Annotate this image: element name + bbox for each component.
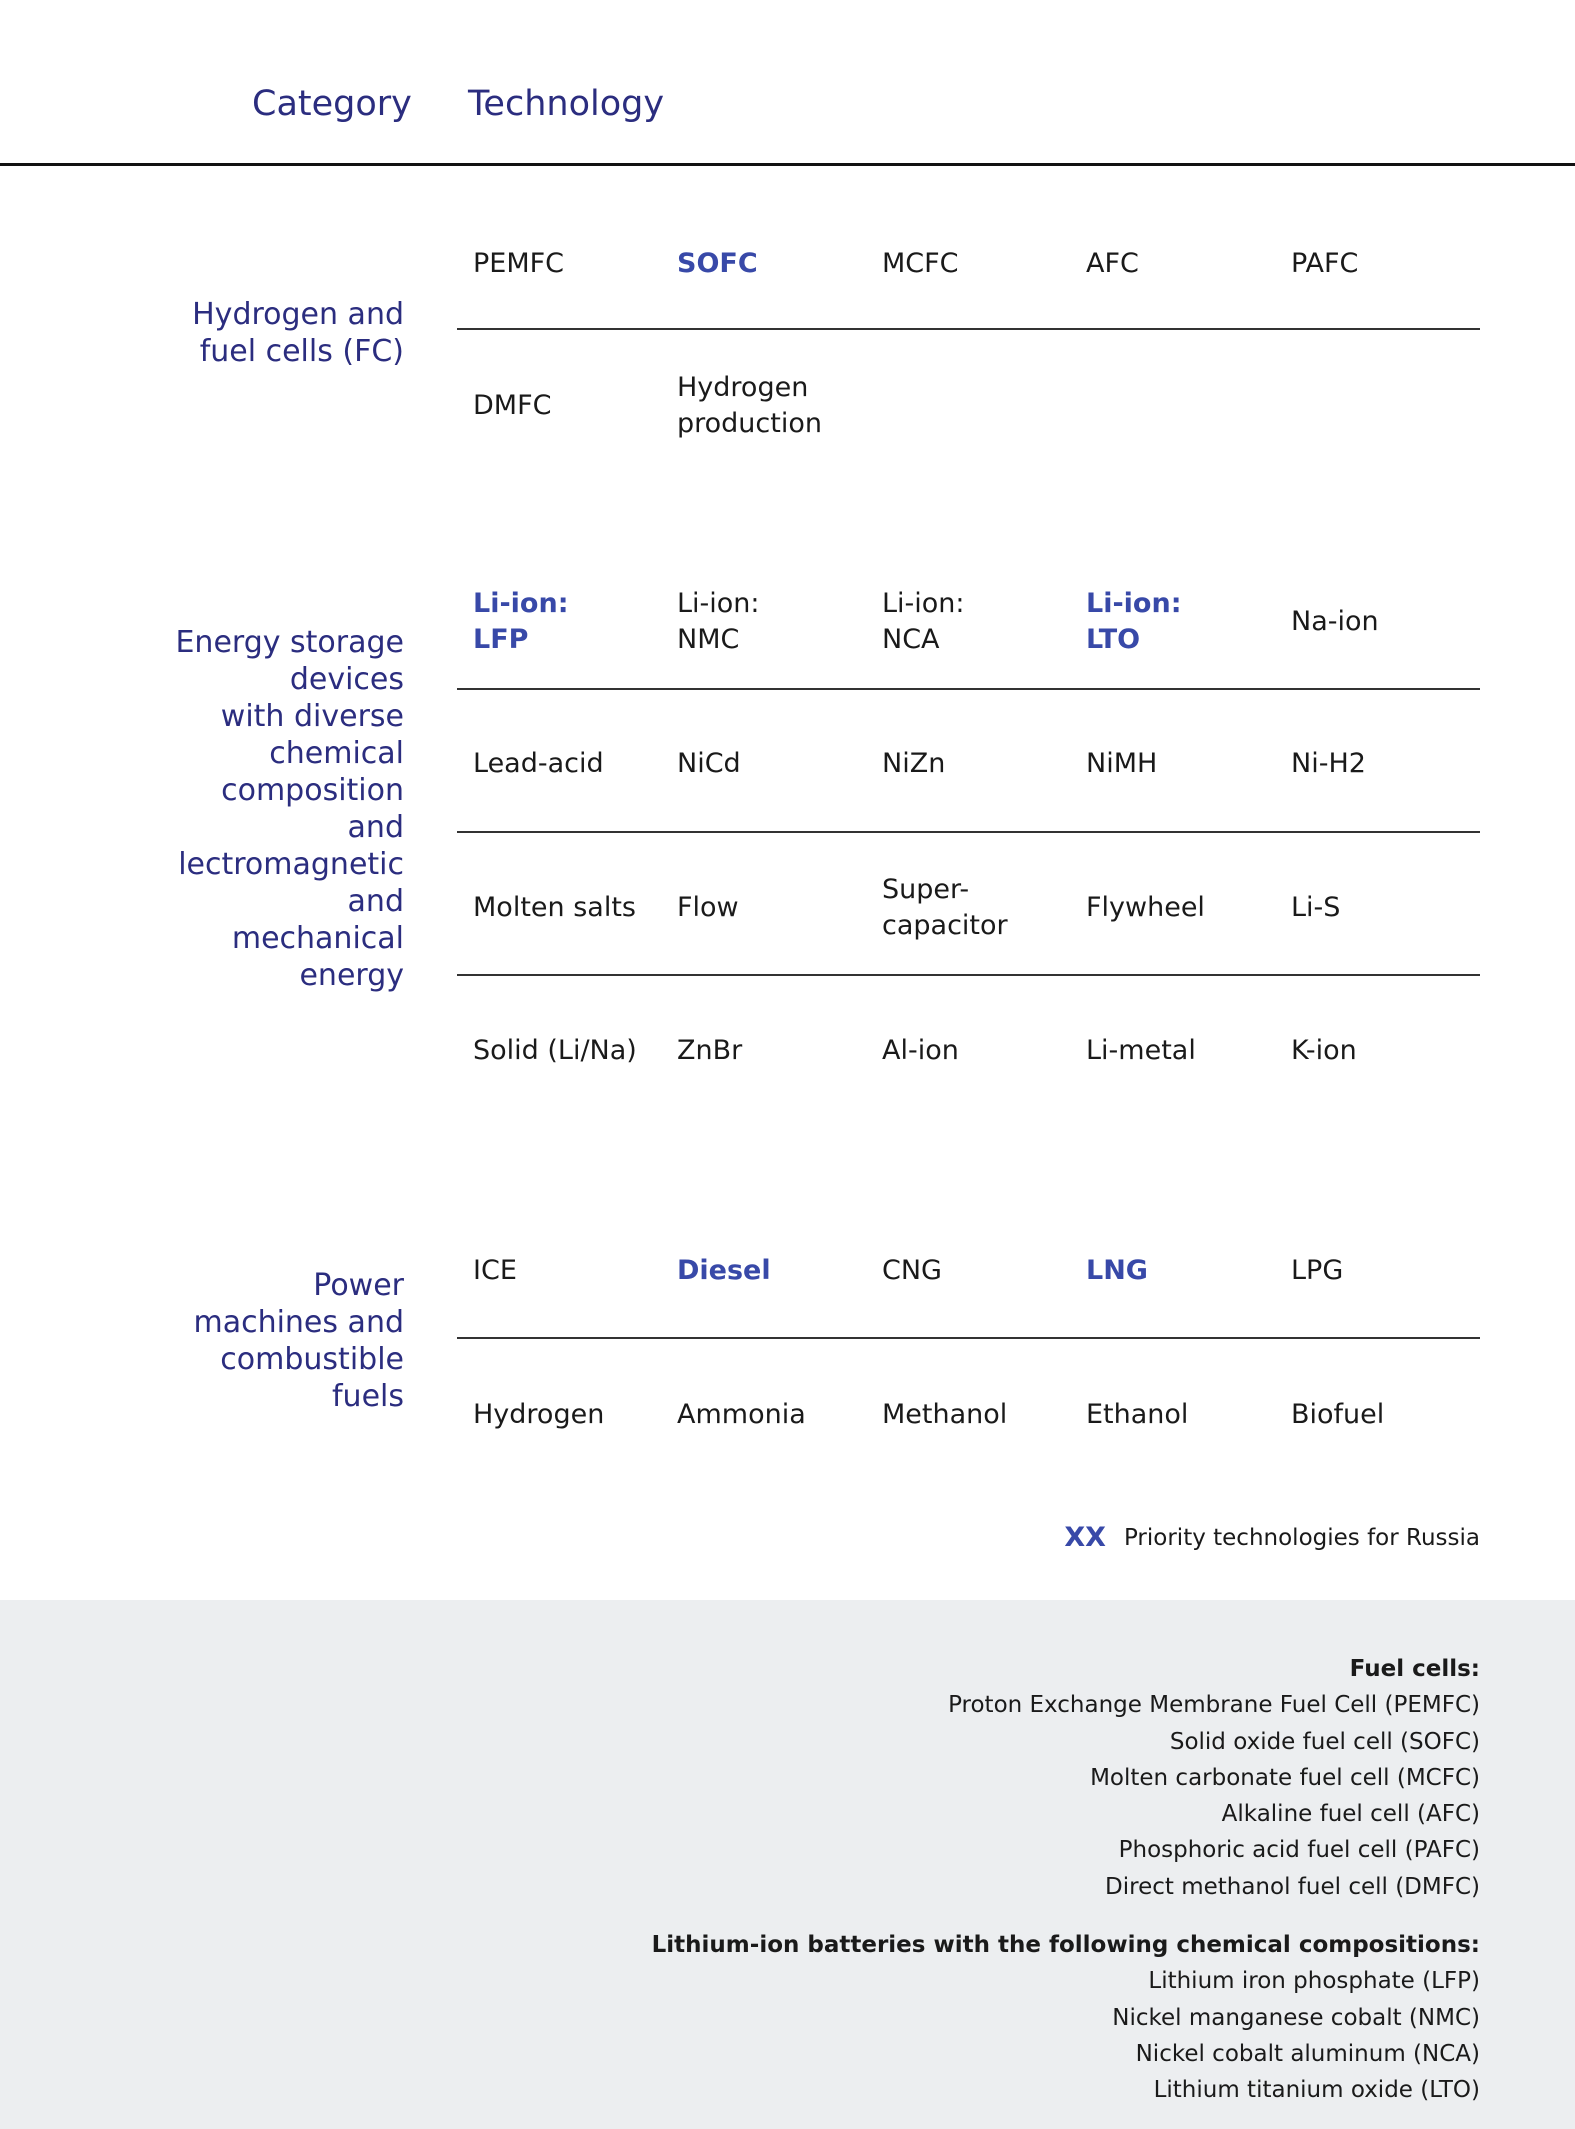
tech-cell: DMFC (473, 390, 552, 421)
tech-cell: Flywheel (1086, 892, 1205, 923)
category-line: machines and (193, 1305, 404, 1340)
tech-cell: NiMH (1086, 748, 1158, 779)
category-line: combustible (220, 1342, 404, 1377)
tech-cell: Li-S (1291, 892, 1341, 923)
tech-cell: Na-ion (1291, 606, 1379, 637)
category-line: energy (299, 958, 404, 993)
tech-cell: K-ion (1291, 1035, 1357, 1066)
glossary-item: Proton Exchange Membrane Fuel Cell (PEMFC) (948, 1692, 1480, 1719)
tech-cell-priority: Diesel (677, 1255, 771, 1286)
tech-cell: Flow (677, 892, 739, 923)
row-divider (457, 688, 1480, 690)
tech-cell: ICE (473, 1255, 517, 1286)
tech-cell: Li-metal (1086, 1035, 1196, 1066)
tech-cell: Hydrogen production (677, 372, 822, 439)
category-line: fuels (332, 1379, 404, 1414)
tech-cell: Hydrogen (473, 1399, 605, 1430)
glossary-li-ion (652, 1927, 1480, 2108)
tech-cell: MCFC (882, 248, 959, 279)
tech-row (457, 1221, 1480, 1321)
tech-cell: NiZn (882, 748, 946, 779)
tech-row (457, 572, 1480, 672)
category-power-machines-fuels (193, 1267, 404, 1415)
category-column-header: Category (252, 84, 412, 124)
legend-text: Priority technologies for Russia (1123, 1524, 1480, 1551)
tech-cell: Ammonia (677, 1399, 806, 1430)
glossary-item: Nickel manganese cobalt (NMC) (1112, 2004, 1480, 2031)
category-line: Power (313, 1268, 404, 1303)
row-divider (457, 974, 1480, 976)
glossary-heading: Fuel cells: (1349, 1656, 1480, 1682)
tech-cell: ZnBr (677, 1035, 743, 1066)
category-line: composition (221, 773, 404, 808)
category-hydrogen-fuel-cells (192, 296, 404, 370)
category-line: devices (289, 662, 404, 697)
tech-row (457, 1365, 1480, 1465)
tech-cell: Al-ion (882, 1035, 959, 1066)
category-line: lectromagnetic (178, 847, 404, 882)
tech-cell-priority: Li-ion: LFP (473, 588, 569, 655)
glossary-panel (0, 1600, 1575, 2129)
tech-row (457, 714, 1480, 814)
glossary-item: Lithium iron phosphate (LFP) (1148, 1968, 1480, 1995)
category-line: Energy storage (175, 625, 404, 660)
category-line: chemical (269, 736, 404, 771)
category-line: mechanical (231, 921, 404, 956)
tech-cell-priority: LNG (1086, 1255, 1148, 1286)
tech-row (457, 858, 1480, 958)
tech-cell: PEMFC (473, 248, 565, 279)
glossary-item: Solid oxide fuel cell (SOFC) (1169, 1728, 1480, 1755)
tech-cell-priority: Li-ion: LTO (1086, 588, 1182, 655)
category-line: Hydrogen and (192, 297, 404, 332)
row-divider (457, 831, 1480, 833)
tech-cell: Ni-H2 (1291, 748, 1366, 779)
tech-cell: CNG (882, 1255, 942, 1286)
glossary-item: Alkaline fuel cell (AFC) (1221, 1801, 1480, 1828)
row-divider (457, 1337, 1480, 1339)
tech-cell: Methanol (882, 1399, 1008, 1430)
category-line: with diverse (220, 699, 404, 734)
header-divider (0, 163, 1575, 166)
tech-cell: LPG (1291, 1255, 1344, 1286)
glossary-item: Molten carbonate fuel cell (MCFC) (1090, 1764, 1480, 1791)
tech-cell: PAFC (1291, 248, 1359, 279)
tech-cell: AFC (1086, 248, 1139, 279)
tech-cell: Super- capacitor (882, 874, 1008, 941)
glossary-fuel-cells (948, 1651, 1480, 1905)
priority-legend (1064, 1522, 1480, 1553)
tech-row (457, 356, 1480, 456)
row-divider (457, 328, 1480, 330)
tech-cell: NiCd (677, 748, 741, 779)
tech-row (457, 214, 1480, 314)
tech-cell-priority: SOFC (677, 248, 758, 279)
legend-mark: XX (1064, 1522, 1106, 1553)
category-energy-storage (175, 624, 404, 994)
glossary-item: Nickel cobalt aluminum (NCA) (1135, 2040, 1480, 2067)
category-line: fuel cells (FC) (199, 334, 404, 369)
category-line: and (347, 884, 404, 919)
glossary-item: Direct methanol fuel cell (DMFC) (1105, 1873, 1480, 1900)
tech-row (457, 1001, 1480, 1101)
tech-cell: Solid (Li/Na) (473, 1035, 637, 1066)
glossary-heading: Lithium-ion batteries with the following chemical compositions: (651, 1932, 1480, 1958)
tech-cell: Lead-acid (473, 748, 604, 779)
glossary-item: Lithium titanium oxide (LTO) (1153, 2077, 1480, 2104)
tech-cell: Li-ion: NCA (882, 588, 965, 655)
tech-cell: Ethanol (1086, 1399, 1189, 1430)
tech-cell: Biofuel (1291, 1399, 1385, 1430)
tech-cell: Molten salts (473, 892, 636, 923)
glossary-item: Phosphoric acid fuel cell (PAFC) (1118, 1837, 1480, 1864)
category-line: and (347, 810, 404, 845)
technology-column-header: Technology (468, 84, 665, 124)
tech-cell: Li-ion: NMC (677, 588, 760, 655)
